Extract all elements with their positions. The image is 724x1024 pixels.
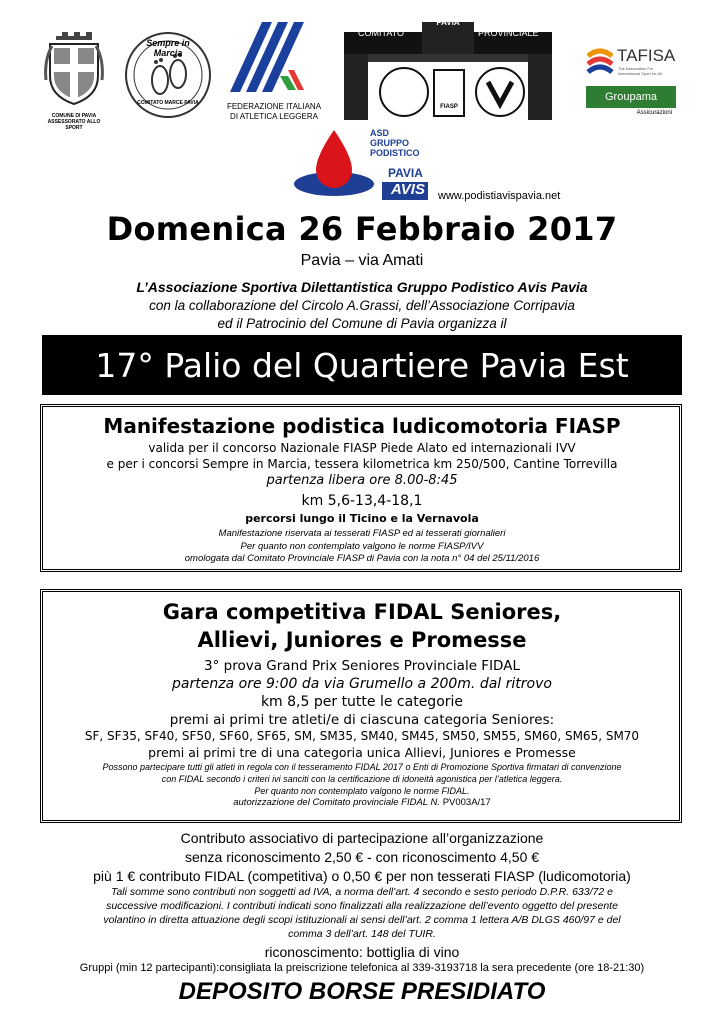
asd-line3: PODISTICO <box>370 148 420 158</box>
prize-note: riconoscimento: bottiglia di vino <box>264 944 460 960</box>
event-banner <box>42 335 682 395</box>
organizer: L’Associazione Sportiva Dilettantistica Gruppo Podistico Avis Pavia <box>136 279 588 295</box>
fidal-authorization-text: autorizzazione del Comitato provinciale FIDAL N. <box>233 797 441 808</box>
deposit-notice: DEPOSITO BORSE PRESIDIATO <box>178 978 546 1005</box>
comune-pavia-logo <box>42 30 106 131</box>
fidal-distance: km 8,5 per tutte le categorie <box>260 694 464 710</box>
coat-of-arms-icon <box>42 30 106 108</box>
tax-note-3: volantino in diretta attuazione degli scopi istituzionali ai sensi dell’art. 2 comma 1 lettera A/B DLGS 460/97 e del <box>103 914 621 926</box>
groups-note: Gruppi (min 12 partecipanti):consigliata la preiscrizione telefonica al 339-3193718 la sera precedente (ore 18-21:30) <box>79 962 645 974</box>
fidal-prizes: premi ai primi tre atleti/e di ciascuna categoria Seniores: <box>169 712 555 728</box>
event-title: 17° Palio del Quartiere Pavia Est <box>95 345 629 385</box>
fidal-logo <box>222 22 326 124</box>
fidal-title-2: Allievi, Juniores e Promesse <box>197 628 527 652</box>
fiasp-note-2: Per quanto non contemplato valgono le norme FIASP/IVV <box>240 541 484 552</box>
groupama-badge <box>586 86 676 108</box>
tax-note-1: Tali somme sono contributi non soggetti ad IVA, a norma dell’art. 4 secondo e sesto periodo D.P.R. 633/72 e <box>111 886 613 898</box>
event-date: Domenica 26 Febbraio 2017 <box>106 210 618 248</box>
comune-caption: COMUNE DI PAVIA ASSESSORATO ALLO SPORT <box>47 113 101 131</box>
website[interactable]: www.podistiavispavia.net <box>438 190 561 202</box>
sempre-in-marcia-logo <box>123 30 213 120</box>
tafisa-name: TAFISA <box>617 46 676 65</box>
asd-line1: ASD <box>370 128 390 138</box>
fidal-fine-1: Possono partecipare tutti gli atleti in regola con il tesseramento FIDAL 2017 o Enti di Promozione Sportiva firmatari di convenzione <box>102 762 622 772</box>
fiasp-note-3: omologata dal Comitato Provinciale FIASP di Pavia con la nota n° 04 del 25/11/2016 <box>184 553 540 564</box>
fiasp-comitato-pavia: PAVIA <box>436 18 460 27</box>
tafisa-sub: The Association For International Sport for All <box>618 66 662 76</box>
fiasp-comitato-logo <box>342 18 554 124</box>
asd-avis: AVIS <box>391 181 425 198</box>
fidal-categories: SF, SF35, SF40, SF50, SF60, SF65, SM, SM35, SM40, SM45, SM50, SM55, SM60, SM65, SM70 <box>84 729 640 743</box>
groupama-logo <box>586 86 680 122</box>
tax-note-2: successive modificazioni. I contributi indicati sono finalizzati alla realizzazione dell’evento oggetto del presente <box>106 900 618 912</box>
fiasp-note-1: Manifestazione riservata ai tesserati FIASP ed ai tesserati giornalieri <box>218 528 506 539</box>
asd-pavia: PAVIA <box>388 166 423 180</box>
fidal-prizes-2: premi ai primi tre di una categoria unica Allievi, Juniores e Promesse <box>148 745 576 760</box>
tax-note-4: comma 3 dell’art. 148 del TUIR. <box>288 928 436 940</box>
tafisa-logo <box>584 46 684 86</box>
fiasp-routes: percorsi lungo il Ticino e la Vernavola <box>245 512 479 525</box>
fidal-stripes-icon <box>222 22 326 102</box>
fidal-authorization-code: PV003A/17 <box>442 797 491 808</box>
fiasp-title: Manifestazione podistica ludicomotoria FIASP <box>103 414 621 438</box>
fiasp-line-1: valida per il concorso Nazionale FIASP Piede Alato ed internazionali IVV <box>148 441 576 455</box>
fiasp-comitato-right: PROVINCIALE <box>478 28 539 38</box>
fiasp-badge-label: FIASP <box>440 104 458 110</box>
collaboration-line-1: con la collaborazione del Circolo A.Grassi, dell’Associazione Corripavia <box>149 298 575 313</box>
contribution-line-2: più 1 € contributo FIDAL (competitiva) o 0,50 € per non tesserati FIASP (ludicomotoria) <box>93 868 631 884</box>
fiasp-line-2: e per i concorsi Sempre in Marcia, tessera kilometrica km 250/500, Cantine Torrevilla <box>106 457 618 471</box>
fidal-fine-3: Per quanto non contemplato valgono le norme FIDAL. <box>254 786 470 796</box>
fidal-caption-1: FEDERAZIONE ITALIANA <box>226 102 322 111</box>
event-location: Pavia – via Amati <box>300 252 424 269</box>
collaboration-line-2: ed il Patrocinio del Comune di Pavia organizza il <box>217 316 507 331</box>
fidal-start: partenza ore 9:00 da via Grumello a 200m. dal ritrovo <box>172 676 552 692</box>
fidal-authorization <box>0 797 724 808</box>
fiasp-distances: km 5,6-13,4-18,1 <box>301 493 423 509</box>
sempre-in-marcia-title: Sempre in Marcia <box>146 38 190 58</box>
contribution-title: Contributo associativo di partecipazione all’organizzazione <box>180 830 544 846</box>
avis-pavia-logo <box>290 126 436 202</box>
fidal-fine-2: con FIDAL secondo i criteri ivi sanciti con la certificazione di idoneità agonistica per l’atletica leggera. <box>161 774 563 784</box>
fidal-title-1: Gara competitiva FIDAL Seniores, <box>162 600 562 624</box>
asd-line2: GRUPPO <box>370 138 410 148</box>
tafisa-globe-icon <box>584 46 616 78</box>
groupama-sub: Assicurazioni <box>636 110 672 116</box>
fiasp-start: partenza libera ore 8.00-8:45 <box>266 473 458 488</box>
groupama-name: Groupama <box>605 91 657 103</box>
sempre-in-marcia-subtitle: COMITATO MARCE PAVIA <box>137 100 199 106</box>
fiasp-comitato-left: COMITATO <box>358 28 404 38</box>
contribution-line-1: senza riconoscimento 2,50 € - con riconoscimento 4,50 € <box>184 849 540 865</box>
fidal-grand-prix: 3° prova Grand Prix Seniores Provinciale FIDAL <box>204 658 520 674</box>
fidal-caption-2: DI ATLETICA LEGGERA <box>230 112 318 121</box>
